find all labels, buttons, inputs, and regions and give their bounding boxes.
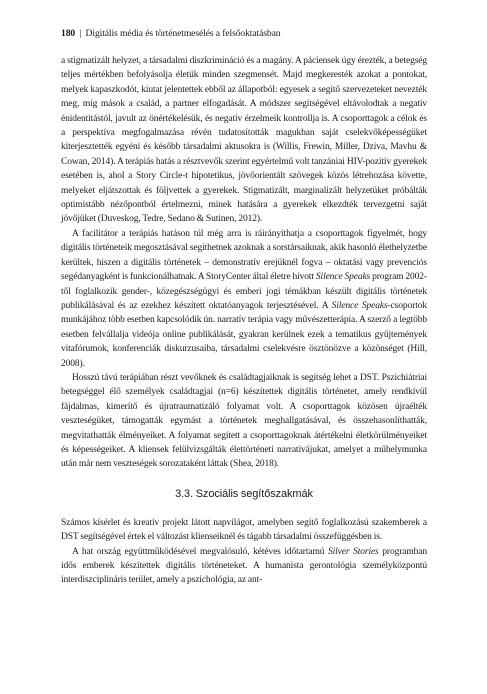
paragraph-2-text: A facilitátor a terápiás hatáson túl még arra is ráirányíthatja a csoporttagok figyelmét, hogy digitális történeteik megosztásával segíthetnek azoknak a sorstársaiknak, akik hasonló élethelyzetbe kerültek, hiszen a digitális történetek – demonstratív erejüknél fogva – oktatási vagy prevenciós segédanyagként is funkcionálhatnak. A StoryCenter által életre hívott	[61, 228, 427, 283]
section-paragraph-1-text: Számos kísérlet és kreatív projekt látott napvilágot, amelyben segítő foglalkozású szakemberek a DST segítségével értek el változást klienseiknél és tágabb társadalmi összefüggésben is.	[61, 517, 427, 543]
running-header	[61, 28, 427, 40]
page-number: 180	[61, 28, 76, 39]
section-title: Szociális segítőszakmák	[195, 487, 313, 500]
section-paragraph-2-text-2: programban idős emberek készítettek digitális történeteket. A humanista gerontológia személyközpontú interdiszciplináris terület, amely a pszichológia, az ant-	[61, 546, 427, 586]
book-title: Digitális média és történetmesélés a felsőoktatásban	[85, 28, 281, 39]
section-paragraph-1	[61, 516, 427, 545]
header-separator: |	[79, 28, 82, 39]
paragraph-1	[61, 54, 427, 227]
paragraph-2-italic-2: Silence Speaks	[331, 300, 388, 311]
paragraph-2-text-2: program 2002-től foglalkozik gender-, közegészségügyi és emberi jogi témákban készült digitális történetek publikálásával és az ezekhez készített oktatóanyagok terjesztésével. A	[61, 272, 427, 311]
paragraph-2-text-3: -csoportok munkájához több esetben kapcsolódik ún. narratív terápia vagy művészetterápia. A szerző a legtöbb esetben felvállalja videója online publikálását, gyakran kerülnek ezek a tematikus gyűjtemények vitafórumok, konferenciák diskurzusaiba, társadalmi cselekvésre ösztönözve a közönséget (Hill, 2008).	[61, 300, 427, 369]
section-number: 3.3.	[175, 487, 194, 500]
paragraph-3	[61, 371, 427, 472]
section-paragraph-2	[61, 545, 427, 588]
section-heading	[61, 487, 427, 501]
body-text	[61, 54, 427, 588]
paragraph-1-text: a stigmatizált helyzet, a társadalmi diszkrimináció és a magány. A páciensek úgy érezték, a betegség teljes mértékben befolyásolja életük minden szegmensét. Majd megkeresték azokat a pontokat, melyek kapaszkodót, kiutat jelentettek ebből az állapotból: egyesek a segítő szervezeteket nevezték meg, míg mások a család, a partner elfogadását. A módszer segítségével eltávolodtak a negatív énidentitástól, javult az önértékelésük, és negatív érzelmeik kontrollja is. A csoporttagok a célok és a perspektíva megfogalmazása révén tudatosították magukban saját cselekvőképességüket kiterjesztették egyéni és később társadalmi aktusokra is (Willis, Frewin, Miller, Dziva, Mavhu & Cowan, 2014). A terápiás hatás a résztvevők szerint egyértelmű volt tanzániai HIV-pozitív gyerekek esetében is, ahol a Story Circle-t hipotetikus, jövőorientált szövegek közös létrehozása követte, melyeket eljátszottak és följvettek a gyerekek. Stigmatizált, marginalizált helyzetüket próbálták optimistább nézőpontból értelmezni, minek hatására a gyerekek elkezdték tervezgetni saját jövőjüket (Duveskog, Tedre, Sedano & Sutinen, 2012).	[61, 56, 427, 225]
paragraph-3-text: Hosszú távú terápiában részt vevőknek és családtagjaiknak is segítség lehet a DST. Pszichiátriai betegséggel élő személyek családtagjai (n=6) készítettek digitális történetet, amely rendkívül fájdalmas, kimerítő és újratraumatizáló folyamat volt. A csoporttagok közösen újraélték veszteségüket, támogatták egymást a történetek meghallgatásával, és összehasonlíthatták, megvitathatták élményeiket. A folyamat segített a csoporttagoknak átértékelni életkörülményeiket és képességeiket. A kliensek felülvizsgálták élettörténeti narratívájukat, amelyet a műhelymunka után már nem veszteségek sorozataként láttak (Shea, 2018).	[61, 372, 427, 470]
paragraph-2-italic-1: Silence Speaks	[315, 272, 371, 283]
section-paragraph-2-text: A hat ország együttműködésével megvalósuló, kétéves időtartamú	[72, 546, 328, 557]
section-paragraph-2-italic: Silver Stories	[328, 546, 379, 557]
paragraph-2	[61, 227, 427, 371]
